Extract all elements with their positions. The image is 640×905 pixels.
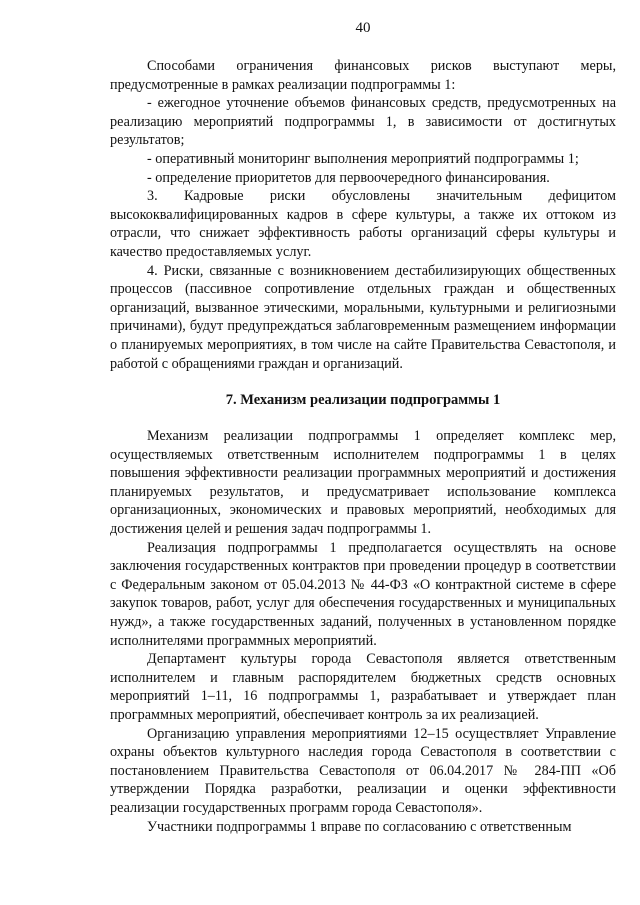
page-number: 40 <box>355 20 371 36</box>
paragraph-financial-risks: Способами ограничения финансовых рисков выступают меры, предусмотренные в рамках реализации подпрограммы 1: <box>110 58 616 93</box>
section-heading: 7. Механизм реализации подпрограммы 1 <box>225 392 501 409</box>
paragraph-participants: Участники подпрограммы 1 вправе по согласованию с ответственным <box>147 818 572 835</box>
bullet-item: - оперативный мониторинг выполнения мероприятий подпрограммы 1; <box>147 150 579 167</box>
paragraph-heritage-management: Организацию управления мероприятиями 12–15 осуществляет Управление охраны объектов культурного наследия города Севастополя в соответствии с постановлением Правительства Севастополя от 06.04.2017 № 284-ПП «Об утверждении Порядка разработки, реализации и оценки эффективности реализации государственных программ города Севастополя». <box>110 725 616 816</box>
paragraph-department: Департамент культуры города Севастополя является ответственным исполнителем и главным распорядителем бюджетных средств основных мероприятий 1–11, 16 подпрограммы 1, разрабатывает и утверждает план программных мероприятий, обеспечивает контроль за их реализацией. <box>110 651 616 723</box>
paragraph-mechanism: Механизм реализации подпрограммы 1 определяет комплекс мер, осуществляемых ответственным исполнителем подпрограммы 1 в целях повышения эффективности реализации программных мероприятий и достижения планируемых результатов, и предусматривает использование комплекса организационных, экономических и правовых мероприятий, необходимых для достижения целей и решения задач подпрограммы 1. <box>110 428 616 538</box>
bullet-item: - ежегодное уточнение объемов финансовых средств, предусмотренных на реализацию мероприятий подпрограммы 1, в зависимости от достигнутых результатов; <box>110 95 616 149</box>
paragraph-contracts: Реализация подпрограммы 1 предполагается осуществлять на основе заключения государственных контрактов при проведении процедур в соответствии с Федеральным законом от 05.04.2013 № 44-ФЗ «О контрактной системе в сфере закупок товаров, работ, услуг для обеспечения государственных и муниципальных нужд», а также государственных заданий, полученных в установленном порядке исполнителями программных мероприятий. <box>110 539 616 649</box>
paragraph-social-risks: 4. Риски, связанные с возникновением дестабилизирующих общественных процессов (пассивное сопротивление отдельных граждан и общественных организаций, вызванное этическими, моральными, культурными и религиозными причинами), будут предупреждаться заблаговременным размещением информации о планируемых мероприятиях, в том числе на сайте Правительства Севастополя, и работой с обращениями граждан и организаций. <box>110 262 616 372</box>
paragraph-personnel-risks: 3. Кадровые риски обусловлены значительным дефицитом высококвалифицированных кадров в сфере культуры, а также их оттоком из отрасли, что снижает эффективность работы организаций сферы культуры и качество предоставляемых услуг. <box>110 188 616 260</box>
bullet-item: - определение приоритетов для первоочередного финансирования. <box>147 169 550 186</box>
